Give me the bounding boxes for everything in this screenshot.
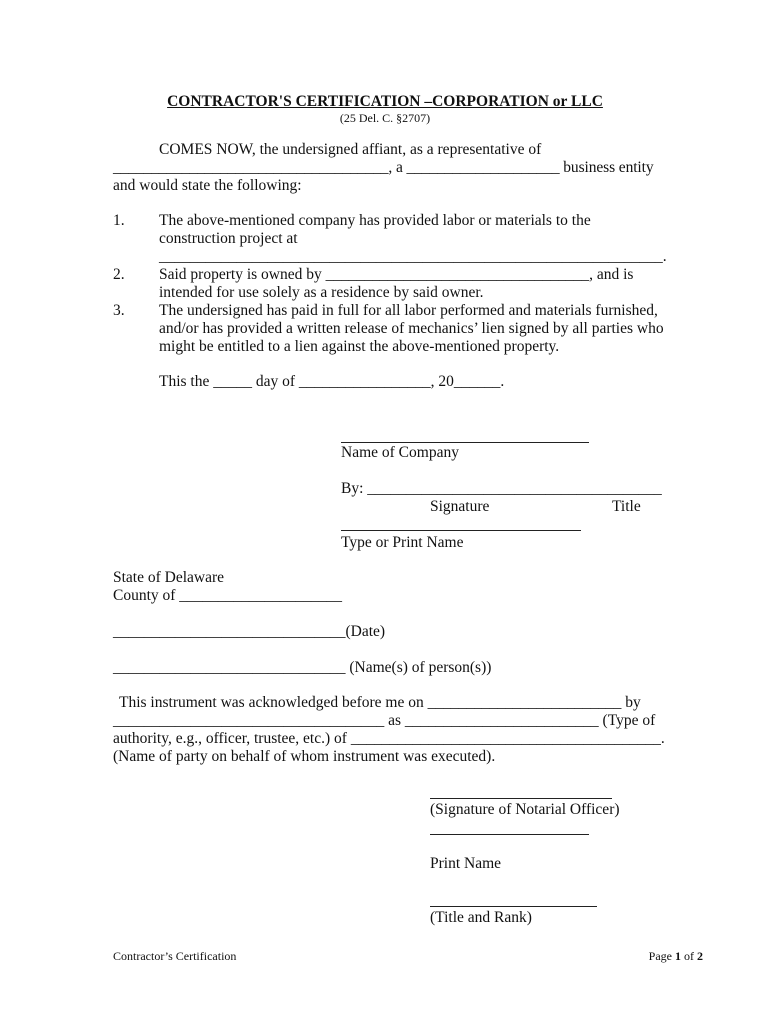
ack-line: This instrument was acknowledged before me on _________________________ by [119,694,641,711]
ack-line: ___________________________________ as _________________________ (Type of [113,712,656,729]
page-prefix: Page [648,949,675,963]
notary-signature-line [430,798,612,799]
notary-date-line: ______________________________(Date) [113,623,386,640]
item-text: construction project at [159,230,298,247]
ack-line: authority, e.g., officer, trustee, etc.) of ________________________________________. [113,730,665,747]
notary-print-name-line [430,834,589,835]
item-number: 1. [113,212,125,229]
document-title: CONTRACTOR'S CERTIFICATION –CORPORATION or LLC [167,93,603,110]
footer-page-number [649,949,703,963]
item-number: 3. [113,302,125,319]
page-total: 2 [697,949,703,963]
intro-line: COMES NOW, the undersigned affiant, as a representative of [159,141,542,158]
item-text: The undersigned has paid in full for all labor performed and materials furnished, [159,302,658,319]
intro-line: and would state the following: [113,177,302,194]
date-line: This the _____ day of _________________, 20______. [159,373,505,390]
document-subtitle: (25 Del. C. §2707) [339,111,431,125]
item-text: The above-mentioned company has provided labor or materials to the [159,212,591,229]
print-name-label: Type or Print Name [341,534,464,551]
ack-line: (Name of party on behalf of whom instrument was executed). [113,748,496,765]
item-text: Said property is owned by __________________________________, and is [159,266,634,283]
print-name-line [341,530,581,531]
notary-print-name-label: Print Name [430,855,502,872]
county-line: County of _____________________ [113,587,343,604]
address-blank: _________________________________________________________________. [159,248,667,265]
item-text: and/or has provided a written release of mechanics’ lien signed by all parties who [159,320,664,337]
company-signature-line [341,442,589,443]
page-mid: of [681,949,697,963]
intro-line: ____________________________________, a ____________________ business entity [113,159,654,176]
page-current: 1 [675,949,681,963]
title-label: Title [612,498,641,515]
persons-line: ______________________________ (Name(s) of person(s)) [113,659,492,676]
company-label: Name of Company [341,444,459,461]
notary-signature-label: (Signature of Notarial Officer) [430,801,620,818]
item-text: might be entitled to a lien against the above-mentioned property. [159,338,560,355]
footer-left: Contractor’s Certification [113,949,237,963]
title-rank-label: (Title and Rank) [430,909,532,926]
state-label: State of Delaware [113,569,225,586]
by-line: By: ______________________________________ [341,480,662,497]
signature-label: Signature [430,498,490,515]
item-text: intended for use solely as a residence by said owner. [159,284,484,301]
title-rank-line [430,906,597,907]
item-number: 2. [113,266,125,283]
